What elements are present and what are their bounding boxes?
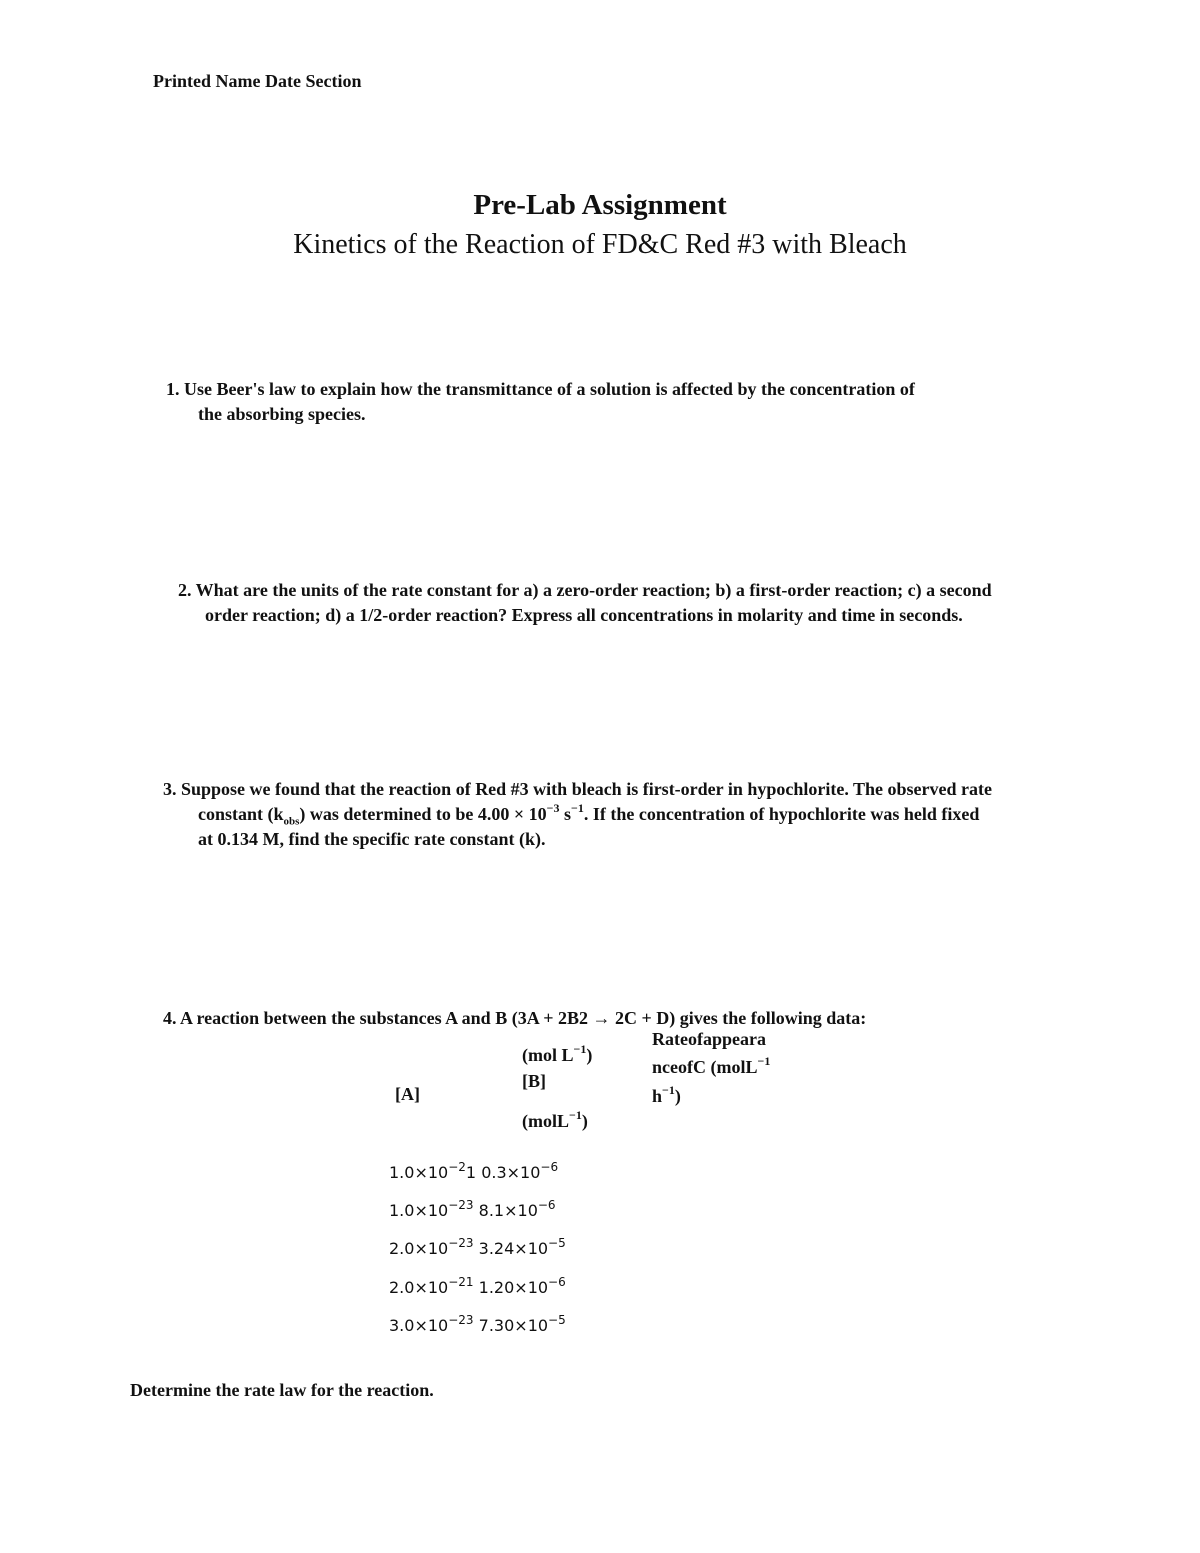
table-row: $2.0\times 10^{-21}$ $1.20\times 10^{-6}$ [389,1274,566,1297]
col-a-label: [A] [395,1084,420,1104]
question-2-line-1: 2. What are the units of the rate constant for a) a zero-order reaction; b) a first-order reaction; c) a second [178,580,992,600]
question-1-line-2: the absorbing species. [198,404,366,424]
header-line: Printed Name Date Section [153,71,362,91]
col-c-label-line-2: nceofC (molL$^{-1}$ [652,1054,771,1077]
final-instruction: Determine the rate law for the reaction. [130,1380,434,1400]
col-c-label-line-3: $h^{-1}$) [652,1083,681,1106]
question-1-line-1: 1. Use Beer's law to explain how the transmittance of a solution is affected by the concentration of [166,379,915,399]
page-title: Pre-Lab Assignment [473,189,727,221]
question-3-line-1: 3. Suppose we found that the reaction of Red #3 with bleach is first-order in hypochlorite. The observed rate [163,779,992,799]
table-row: $2.0\times 10^{-23}$ $3.24\times 10^{-5}$ [389,1235,566,1258]
col-c-label-line-1: Rateofappeara [652,1029,766,1049]
col-b-label: [B] [522,1071,546,1091]
obs-subscript: obs [283,815,300,828]
col-b-unit: (molL$^{-1}$) [522,1108,588,1131]
col-a-unit: (mol $L^{-1}$) [522,1042,593,1065]
question-2-line-2: order reaction; d) a 1/2-order reaction? Express all concentrations in molarity and time in seconds. [205,605,963,625]
table-row: $1.0\times 10^{-2}1$ $0.3\times 10^{-6}$ [389,1159,559,1182]
question-3-line-3: at 0.134 M, find the specific rate constant (k). [198,829,546,849]
table-row: $3.0\times 10^{-23}$ $7.30\times 10^{-5}$ [389,1312,566,1335]
question-4-intro: 4. A reaction between the substances A and B (3A + 2B2 → 2C + D) gives the following data: [163,1008,867,1028]
page-subtitle: Kinetics of the Reaction of FD&C Red #3 with Bleach [293,229,907,260]
table-row: $1.0\times 10^{-23}$ $8.1\times 10^{-6}$ [389,1197,556,1220]
question-3-line-2: constant $(k_{obs})$ was determined to be $4.00 \times 10^{-3}$ $s^{-1}$. If the concentration of hypochlorite was held fixed [198,801,980,828]
